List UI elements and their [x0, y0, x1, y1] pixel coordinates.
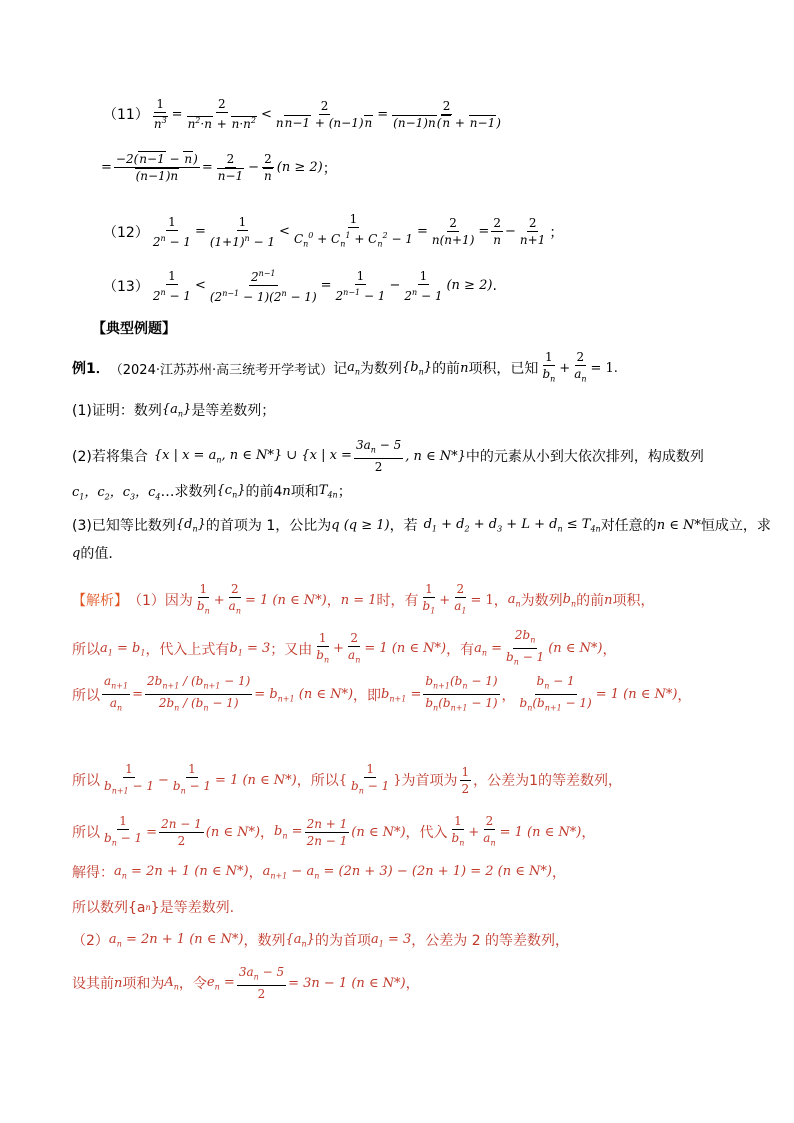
formula: $\frac{1}{2^n - 1}$ [152, 214, 191, 249]
solution-line-2: 所以 $a_1 = b_1$ ，代入上式有 $b_1 = 3$ ；又由 $\frac{1}{b_n}$ + $\frac{2}{a_n}$ = 1 (n ∈ N*) ，有 $a_n$ = $\frac{2b_n}{b_n - 1}$ (n ∈ N*) ， [72, 628, 617, 667]
solution-line-1: 【解析】 （1）因为 $\frac{1}{b_n}$ + $\frac{2}{a_n}$ = 1 (n ∈ N*) ， n = 1 时，有 $\frac{1}{b_1}$ + $\frac{2}{a_1}$ = 1 ， $a_n$ 为数列 $b_n$ 的前 n 项积， [72, 582, 655, 616]
question-2: (2)若将集合 {x | $x = a_n$, n ∈ N*} ∪ {x | x = $\frac{3a_n - 5}{2}$ , n ∈ N*} 中的元素从小到大依次排列，构成数列 [72, 438, 704, 475]
item-label: （12） [103, 224, 149, 241]
example-stem: 例1． （2024·江苏苏州·高三统考开学考试） 记 $a_n$ 为数列 $\{b_n\}$ 的前 n 项积，已知 $\frac{1}{b_n}$ + $\frac{2}{a_n}$ = 1. [72, 350, 618, 384]
solution-line-6: 解得： $a_n = 2n + 1$ (n ∈ N*) ， $a_{n+1} - a_n = (2n + 3) - (2n + 1) = 2$ (n ∈ N*) ， [72, 863, 566, 881]
solution-line-8: （2） $a_n = 2n + 1$ (n ∈ N*) ，数列 $\{a_n\}$ 的为首项 $a_1 = 3$ ，公差为 2 的等差数列， [72, 931, 570, 949]
formula: $\frac{2}{n(n+1)}$ [431, 216, 475, 248]
item-label: （11） [103, 107, 149, 123]
question-2-cont: $c_1$，$c_2$，$c_3$，$c_4$ …求数列 $\{c_n\}$ 的前4 n 项和 $T_{4n}$ ； [72, 483, 352, 502]
solution-line-5: 所以 $\frac{1}{b_n - 1}$ = $\frac{2n - 1}{2}$ (n ∈ N*) ， $b_n$ = $\frac{2n + 1}{2n - 1}$ (n ∈ N*) ，代入 $\frac{1}{b_n}$ + $\frac{2}{a_n}$ = 1 (n ∈ N*) ， [72, 814, 596, 848]
formula: $\frac{1}{2^{n-1} - 1}$ [335, 268, 386, 303]
formula: $\frac{2}{n^2\cdot n + n\cdot n^2}$ [187, 97, 256, 131]
solution-tag: 【解析】 [72, 593, 128, 610]
inequality-item-11: （11） $\frac{1}{n^3}$ = $\frac{2}{n^2\cdot n + n\cdot n^2}$ < $\frac{2}{nn-1 + (n-1)n}$ = $\frac{2}{(n-1)n(n + n-1)}$ [103, 97, 501, 131]
question-3-cont: q 的值. [72, 545, 113, 562]
formula: $\frac{-2(n-1 - n)}{(n-1)n}$ [115, 152, 198, 183]
solution-line-4: 所以 $\frac{1}{b_{n+1} - 1}$ − $\frac{1}{b_n - 1}$ = 1 (n ∈ N*) ，所以 { $\frac{1}{b_n - 1}$ } 为首项为 $\frac{1}{2}$ ，公差为1的等差数列， [72, 762, 623, 796]
inequality-item-11-cont: = $\frac{-2(n-1 - n)}{(n-1)n}$ = $\frac{2}{n-1}$ − $\frac{2}{n}$ (n ≥ 2) ； [101, 152, 337, 183]
solution-line-3: 所以 $\frac{a_{n+1}}{a_n}$ = $\frac{2b_{n+1} / (b_{n+1} - 1)}{2b_n / (b_n - 1)}$ = $b_{n+1}$ (n ∈ N*) ，即 $b_{n+1}$ = $\frac{b_{n+1}(b_n - 1)}{b_n(b_{n+1} - 1)}$ ， $\frac{b_n - 1}{b_n(b_{n+1} - 1)}$ = 1 (n ∈ N*) ， [72, 674, 692, 713]
inequality-item-12: （12） $\frac{1}{2^n - 1}$ = $\frac{1}{(1+1)^n - 1}$ < $\frac{1}{C_n^0 + C_n^1 + C_n^2 - 1}$ = $\frac{2}{n(n+1)}$ = $\frac{2}{n}$ − $\frac{2}{n+1}$ ； [103, 212, 563, 251]
inequality-item-13: （13） $\frac{1}{2^n - 1}$ < $\frac{2^{n-1}}{(2^{n-1} - 1)(2^n - 1)}$ = $\frac{1}{2^{n-1} - 1}$ − $\frac{1}{2^n - 1}$ (n ≥ 2) . [103, 268, 497, 304]
item-label: （13） [103, 278, 149, 295]
solution-line-9: 设其前 n 项和为 $A_n$ ，令 $e_n$ = $\frac{3a_n - 5}{2}$ = 3n − 1 (n ∈ N*) ， [72, 965, 420, 1002]
solution-line-7: 所以数列{a n }是等差数列. [72, 900, 235, 916]
question-3: (3)已知等比数列 $\{d_n\}$ 的首项为 1，公比为 q (q ≥ 1) ，若 $d_1 + d_2 + d_3 + L + d_n \le T_{4n}$ 对任意的 n ∈ N* 恒成立，求 [72, 516, 771, 534]
formula: $\frac{2^{n-1}}{(2^{n-1} - 1)(2^n - 1)}$ [209, 269, 317, 304]
example-source: （2024·江苏苏州·高三统考开学考试） [109, 362, 334, 378]
item-suffix: ； [549, 224, 564, 241]
formula: $\frac{2}{n}$ [493, 216, 502, 248]
formula: $\frac{1}{C_n^0 + C_n^1 + C_n^2 - 1}$ [293, 212, 413, 249]
formula: $\frac{2}{nn-1 + (n-1)n}$ [275, 98, 373, 130]
section-title: 【典型例题】 [92, 321, 176, 337]
item-suffix: ； [322, 160, 337, 177]
formula: $\frac{1}{2^n - 1}$ [404, 268, 443, 303]
item-suffix: . [492, 277, 497, 294]
example-label: 例1． [72, 361, 110, 378]
formula: $\frac{2}{n}$ [264, 152, 272, 183]
formula: $\frac{2}{n-1}$ [217, 152, 244, 183]
formula: $\frac{2}{n+1}$ [519, 216, 546, 248]
formula: $\frac{1}{n^3}$ [153, 97, 167, 131]
formula: $\frac{1}{(1+1)^n - 1}$ [209, 214, 276, 249]
question-1: (1)证明：数列 $\{a_n\}$ 是等差数列； [72, 401, 276, 419]
formula: $\frac{2}{(n-1)n(n + n-1)}$ [393, 98, 501, 130]
formula: $\frac{1}{2^n - 1}$ [152, 268, 191, 303]
